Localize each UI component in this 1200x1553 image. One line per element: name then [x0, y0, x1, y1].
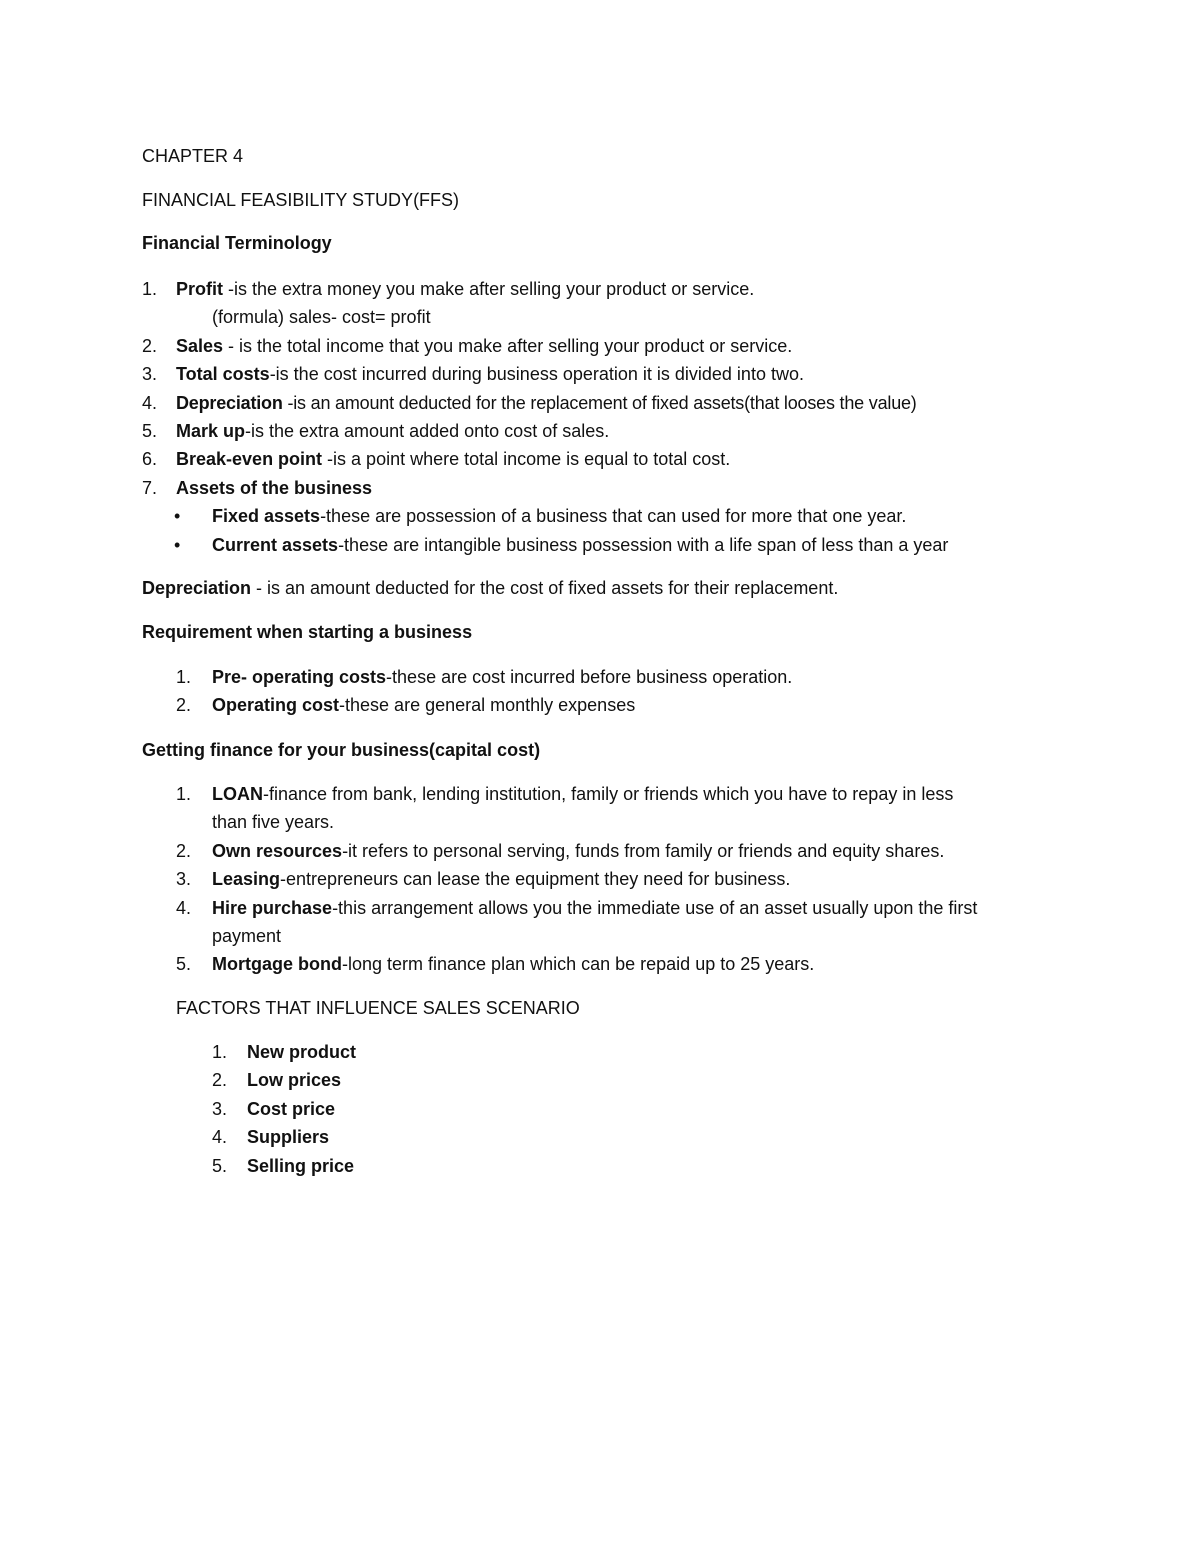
list-item: 1. Profit -is the extra money you make after selling your product or service.: [142, 279, 755, 299]
list-item: 2. Operating cost-these are general monthly expenses: [176, 695, 636, 716]
finance-heading: Getting finance for your business(capital cost): [142, 740, 541, 760]
list-item: 3. Cost price: [212, 1098, 336, 1119]
list-item: 5. Mark up-is the extra amount added onto cost of sales.: [142, 420, 610, 441]
depreciation-paragraph: Depreciation - is an amount deducted for the cost of fixed assets for their replacement.: [142, 578, 839, 598]
requirements-list: [142, 663, 1060, 720]
factors-list: [176, 1038, 1060, 1180]
formula-line: (formula) sales- cost= profit: [212, 307, 431, 328]
list-item: 1. LOAN-finance from bank, lending institution, family or friends which you have to repay in less than five years.: [176, 784, 954, 833]
document-title: FINANCIAL FEASIBILITY STUDY(FFS): [142, 190, 460, 210]
factors-heading: FACTORS THAT INFLUENCE SALES SCENARIO: [176, 998, 580, 1018]
list-item: 1. Pre- operating costs-these are cost incurred before business operation.: [176, 667, 793, 687]
terminology-list: [142, 275, 1060, 559]
list-item: 7. Assets of the business: [142, 477, 373, 498]
list-item: 4. Hire purchase-this arrangement allows you the immediate use of an asset usually upon the first payment: [176, 897, 978, 946]
list-item: 5. Mortgage bond-long term finance plan which can be repaid up to 25 years.: [176, 954, 815, 975]
list-item: 2. Low prices: [212, 1070, 342, 1091]
list-item: 4. Depreciation -is an amount deducted for the replacement of fixed assets(that looses the value): [142, 392, 917, 413]
finance-list: [142, 780, 1060, 979]
list-item: 6. Break-even point -is a point where total income is equal to total cost.: [142, 449, 731, 470]
list-item: 3. Leasing-entrepreneurs can lease the equipment they need for business.: [176, 869, 791, 890]
list-item: 5. Selling price: [212, 1155, 355, 1176]
list-item: 1. New product: [212, 1042, 357, 1062]
list-item: 4. Suppliers: [212, 1127, 330, 1148]
chapter-heading: CHAPTER 4: [142, 146, 244, 166]
bullet-icon: •: [174, 534, 181, 555]
bullet-icon: •: [174, 506, 181, 527]
list-item: 3. Total costs-is the cost incurred during business operation it is divided into two.: [142, 364, 804, 385]
requirements-heading: Requirement when starting a business: [142, 622, 473, 642]
list-item: • Fixed assets-these are possession of a business that can used for more that one year.: [142, 502, 1060, 530]
list-item: 2. Sales - is the total income that you make after selling your product or service.: [142, 335, 793, 356]
list-item: • Current assets-these are intangible business possession with a life span of less than a year: [142, 531, 1060, 559]
terminology-heading: Financial Terminology: [142, 233, 332, 253]
list-item: 2. Own resources-it refers to personal serving, funds from family or friends and equity shares.: [176, 840, 945, 861]
